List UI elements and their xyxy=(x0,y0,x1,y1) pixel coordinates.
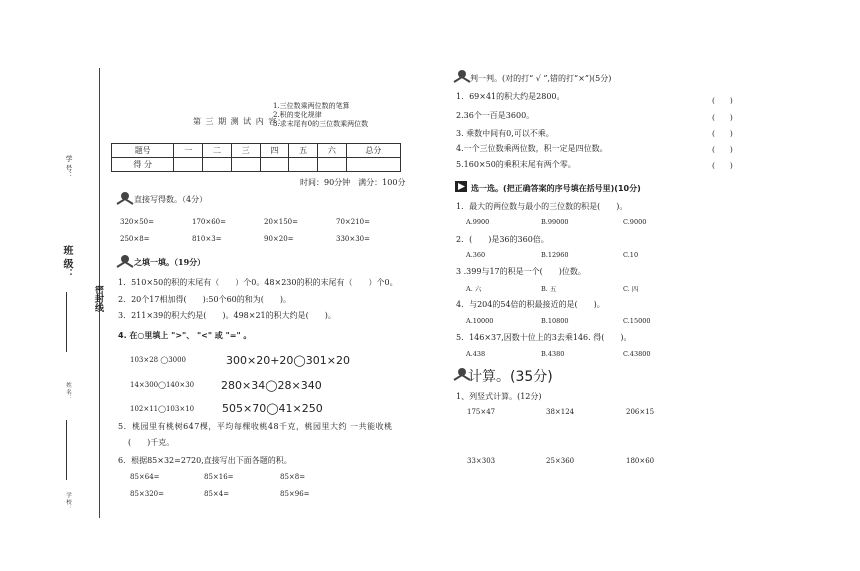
section5-title: 计算。(35分) xyxy=(468,369,553,385)
margin-line xyxy=(66,292,67,352)
test-content-title: 第 三 期 测 试 内 容： xyxy=(193,117,287,126)
choice-option[interactable]: A.10000 xyxy=(466,317,494,325)
score-input[interactable] xyxy=(317,158,346,172)
play-icon xyxy=(455,181,467,192)
fill-question-5: 5．桃园里有桃树647棵，平均每棵收桃48千克，桃园里大约 一共能收桃 xyxy=(118,422,393,431)
section5-subtitle: 1、列竖式计算。(12分) xyxy=(456,392,542,401)
choice-option[interactable]: B.99000 xyxy=(541,218,569,226)
score-cell: 题号 xyxy=(112,144,174,158)
judge-item: 5.160×50的乘积末尾有两个零。 xyxy=(456,160,576,169)
fill-question-1: 1．510×50的积的末尾有（ ）个0。48×230的积的末尾有（ ）个0。 xyxy=(118,278,398,287)
mascot-icon xyxy=(115,253,135,269)
derived-product: 85×16= xyxy=(204,473,234,481)
judge-answer[interactable]: ( ) xyxy=(712,129,733,138)
student-id-label: 学 号： xyxy=(65,155,73,179)
score-input[interactable] xyxy=(231,158,260,172)
choice-option[interactable]: B.4380 xyxy=(541,350,565,358)
derived-product: 85×64= xyxy=(130,473,160,481)
class-label: 班 级： xyxy=(61,245,72,279)
judge-answer[interactable]: ( ) xyxy=(712,96,733,105)
derived-product: 85×4= xyxy=(204,490,230,498)
score-table xyxy=(111,143,401,172)
oral-calc: 320×50= xyxy=(120,218,154,226)
mascot-icon xyxy=(115,190,135,206)
margin-line xyxy=(66,420,67,480)
choice-option[interactable]: B.10800 xyxy=(541,317,569,325)
choice-question: 1．最大的两位数与最小的三位数的积是( )。 xyxy=(456,202,628,211)
score-cell: 总分 xyxy=(346,144,400,158)
choice-question: 4．与204的54倍的积最接近的是( )。 xyxy=(456,300,605,309)
oral-calc: 170×60= xyxy=(192,218,226,226)
choice-option[interactable]: B.12960 xyxy=(541,251,569,259)
topic-2: 2.积的变化规律 xyxy=(273,111,322,119)
score-cell: 四 xyxy=(260,144,289,158)
oral-calc: 810×3= xyxy=(192,235,222,243)
score-cell: 一 xyxy=(174,144,203,158)
vertical-calc: 175×47 xyxy=(467,408,496,416)
choice-option[interactable]: C.43800 xyxy=(623,350,651,358)
choice-option[interactable]: B. 五 xyxy=(541,285,557,293)
time-line: 时间：90分钟 满分：100分 xyxy=(300,178,406,187)
vertical-calc: 38×124 xyxy=(546,408,575,416)
section3-title: 判一判。(对的打“ √ ”,错的打“×”)(5分) xyxy=(470,74,612,83)
oral-calc: 250×8= xyxy=(120,235,150,243)
judge-answer[interactable]: ( ) xyxy=(712,161,733,170)
school-label: 学 校： xyxy=(65,492,71,511)
oral-calc: 70×210= xyxy=(336,218,370,226)
topic-3: 3.求末尾有0的三位数乘两位数 xyxy=(273,120,369,128)
seal-line-label: 密封线 xyxy=(93,285,103,312)
name-label: 姓 名： xyxy=(65,382,71,401)
choice-option[interactable]: A.9900 xyxy=(466,218,490,226)
score-input[interactable] xyxy=(346,158,400,172)
derived-product: 85×320= xyxy=(130,490,164,498)
choice-question: 5．146×37,因数十位上的3去乘146. 得( )。 xyxy=(456,333,632,342)
score-cell: 六 xyxy=(317,144,346,158)
fill-question-3: 3．211×39的积大约是( )。498×21的积大约是( )。 xyxy=(118,311,336,320)
topic-1: 1.三位数乘两位数的笔算 xyxy=(273,102,350,110)
section2-title: 之填一填。（19分） xyxy=(134,257,206,267)
compare-item: 14×300◯140×30 xyxy=(130,381,195,389)
fill-question-2: 2．20个17相加得( ):50个60的和为( )。 xyxy=(118,295,291,304)
score-input[interactable] xyxy=(289,158,318,172)
choice-question: 2．( )是36的360倍。 xyxy=(456,235,549,244)
score-row-label: 得 分 xyxy=(112,158,174,172)
score-input[interactable] xyxy=(174,158,203,172)
choice-option[interactable]: A. 六 xyxy=(466,285,482,293)
fill-question-5-answer: ( )千克。 xyxy=(128,438,175,447)
section1-title: 直接写得数。（4分） xyxy=(134,195,208,204)
choice-option[interactable]: A.360 xyxy=(466,251,486,259)
oral-calc: 90×20= xyxy=(264,235,294,243)
mascot-icon xyxy=(452,68,472,84)
judge-item: 4.一个三位数乘两位数，积一定是四位数。 xyxy=(456,144,608,153)
section4-title: 选一选。(把正确答案的序号填在括号里)(10分) xyxy=(471,184,641,193)
derived-product: 85×8= xyxy=(280,473,306,481)
vertical-calc: 180×60 xyxy=(626,457,655,465)
score-input[interactable] xyxy=(203,158,232,172)
choice-option[interactable]: C.9000 xyxy=(623,218,647,226)
vertical-calc: 206×15 xyxy=(626,408,655,416)
vertical-calc: 25×360 xyxy=(546,457,575,465)
score-cell: 五 xyxy=(289,144,318,158)
fill-question-4: 4. 在○里填上 ">"、 "<" 或 "=" 。 xyxy=(118,331,252,340)
judge-item: 2.36个一百是3600。 xyxy=(456,111,535,120)
judge-answer[interactable]: ( ) xyxy=(712,113,733,122)
choice-option[interactable]: C.10 xyxy=(623,251,639,259)
score-input[interactable] xyxy=(260,158,289,172)
choice-option[interactable]: C. 四 xyxy=(623,285,639,293)
compare-item: 102×11◯103×10 xyxy=(130,405,195,413)
compare-item: 280×34◯28×340 xyxy=(221,379,322,392)
judge-answer[interactable]: ( ) xyxy=(712,145,733,154)
choice-option[interactable]: A.438 xyxy=(466,350,486,358)
score-cell: 二 xyxy=(203,144,232,158)
choice-question: 3 .399与17的积是一个( )位数。 xyxy=(456,267,586,276)
compare-item: 505×70◯41×250 xyxy=(222,402,323,415)
oral-calc: 20×150= xyxy=(264,218,298,226)
compare-item: 103×28 ◯3000 xyxy=(130,356,187,364)
fill-question-6: 6．根据85×32=2720,直接写出下面各题的积。 xyxy=(118,456,292,465)
judge-item: 1．69×41的积大约是2800。 xyxy=(456,92,565,101)
vertical-calc: 33×303 xyxy=(467,457,496,465)
oral-calc: 330×30= xyxy=(336,235,370,243)
judge-item: 3. 乘数中间有0,可以不乘。 xyxy=(456,129,554,138)
derived-product: 85×96= xyxy=(280,490,310,498)
choice-option[interactable]: C.15000 xyxy=(623,317,651,325)
score-cell: 三 xyxy=(231,144,260,158)
compare-item: 300×20+20◯301×20 xyxy=(226,354,350,367)
